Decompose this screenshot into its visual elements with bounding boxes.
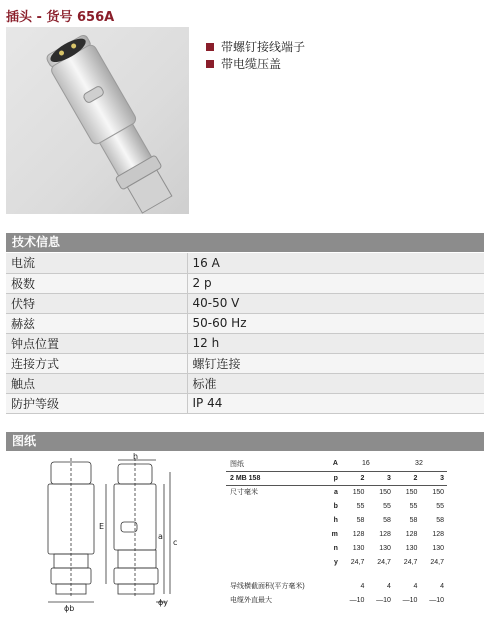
dim-label-e: E bbox=[99, 522, 105, 531]
bullet-square-icon bbox=[206, 43, 214, 51]
spec-row: 连接方式 螺钉连接 bbox=[6, 353, 484, 373]
feature-list bbox=[206, 38, 305, 72]
table-row: 图纸 A 16 32 bbox=[226, 457, 447, 471]
dim-label-c: c bbox=[173, 538, 178, 547]
spec-row: 电流 16 A bbox=[6, 253, 484, 273]
bullet-square-icon bbox=[206, 60, 214, 68]
table-row: b 55 55 55 55 bbox=[333, 502, 444, 510]
drawing-heading: 图纸 bbox=[6, 432, 484, 451]
spec-row: 伏特 40-50 V bbox=[6, 293, 484, 313]
spec-row: 钟点位置 12 h bbox=[6, 333, 484, 353]
dim-label-b: ϕb bbox=[64, 604, 75, 613]
dim-label-h: h bbox=[133, 452, 139, 461]
product-photo bbox=[6, 27, 189, 214]
table-row: 尺寸毫米 a 150 150 150 150 bbox=[230, 488, 444, 497]
table-row: m 128 128 128 128 bbox=[331, 530, 444, 538]
plug-drawing bbox=[6, 452, 226, 624]
dim-label-a: a bbox=[158, 532, 163, 541]
spec-table bbox=[6, 253, 484, 414]
spec-row: 防护等级 IP 44 bbox=[6, 393, 484, 413]
table-row: 2 MB 158 p 2 3 2 3 bbox=[226, 471, 447, 485]
plug-image bbox=[6, 27, 189, 214]
spec-row: 赫兹 50-60 Hz bbox=[6, 313, 484, 333]
table-row: 导线横截面积(平方毫米) 4 4 4 4 bbox=[230, 582, 444, 590]
table-row: n 130 130 130 130 bbox=[333, 544, 444, 552]
dim-label-y: ϕy bbox=[158, 598, 169, 607]
feature-item: 带螺钉接线端子 bbox=[206, 38, 305, 55]
page-title: 插头 - 货号 656A bbox=[6, 10, 115, 25]
spec-row: 极数 2 p bbox=[6, 273, 484, 293]
table-row: y 24,7 24,7 24,7 24,7 bbox=[333, 558, 444, 566]
table-row: h 58 58 58 58 bbox=[333, 516, 444, 524]
spec-row: 触点 标准 bbox=[6, 373, 484, 393]
dimension-table bbox=[226, 457, 447, 607]
feature-item: 带电缆压盖 bbox=[206, 55, 305, 72]
tech-info-heading: 技术信息 bbox=[6, 233, 484, 252]
table-row: 电缆外直最大 —10 —10 —10 —10 bbox=[230, 596, 444, 604]
table-row bbox=[226, 569, 447, 579]
